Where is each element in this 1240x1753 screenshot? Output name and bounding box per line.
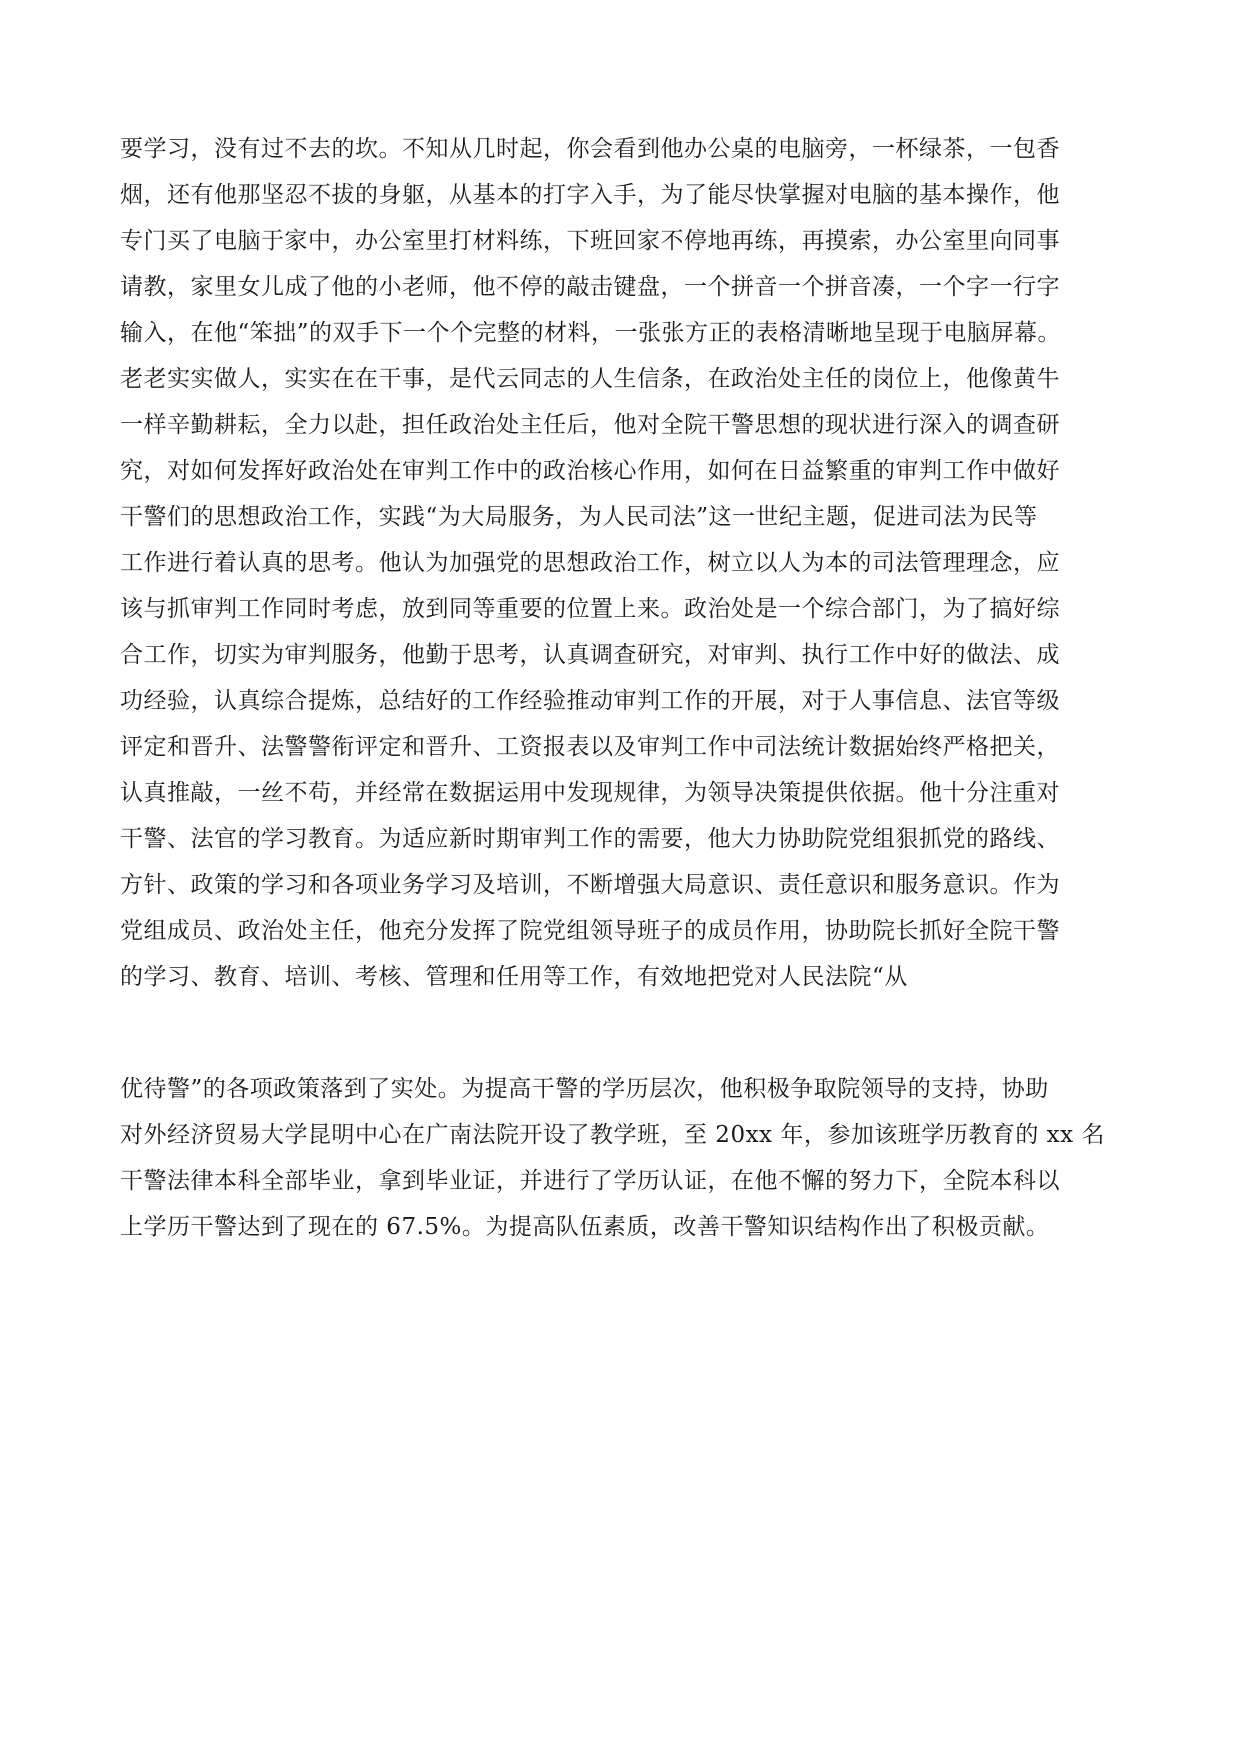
text-line: 要学习，没有过不去的坎。不知从几时起，你会看到他办公桌的电脑旁，一杯绿茶，一包香 [120,136,1060,162]
text-block-continued [120,1066,1120,1250]
text-block-main [120,126,1120,1000]
text-line: 方针、政策的学习和各项业务学习及培训，不断增强大局意识、责任意识和服务意识。作为 [120,872,1060,898]
text-line: 干警们的思想政治工作，实践“为大局服务，为人民司法”这一世纪主题，促进司法为民等 [120,504,1038,530]
text-line: 干警法律本科全部毕业，拿到毕业证，并进行了学历认证，在他不懈的努力下，全院本科以 [120,1168,1060,1194]
text-line: 上学历干警达到了现在的 67.5%。为提高队伍素质，改善干警知识结构作出了积极贡献。 [120,1214,1050,1240]
text-line: 的学习、教育、培训、考核、管理和任用等工作，有效地把党对人民法院“从 [120,964,908,990]
text-line: 优待警”的各项政策落到了实处。为提高干警的学历层次，他积极争取院领导的支持，协助 [120,1076,1049,1102]
text-line: 干警、法官的学习教育。为适应新时期审判工作的需要，他大力协助院党组狠抓党的路线、 [120,826,1060,852]
text-line: 党组成员、政治处主任，他充分发挥了院党组领导班子的成员作用，协助院长抓好全院干警 [120,918,1060,944]
text-line: 一样辛勤耕耘，全力以赴，担任政治处主任后，他对全院干警思想的现状进行深入的调查研 [120,412,1060,438]
text-line: 老老实实做人，实实在在干事，是代云同志的人生信条，在政治处主任的岗位上，他像黄牛 [120,366,1060,392]
text-line: 评定和晋升、法警警衔评定和晋升、工资报表以及审判工作中司法统计数据始终严格把关， [120,734,1060,760]
text-line: 该与抓审判工作同时考虑，放到同等重要的位置上来。政治处是一个综合部门，为了搞好综 [120,596,1060,622]
text-line: 专门买了电脑于家中，办公室里打材料练，下班回家不停地再练，再摸索，办公室里向同事 [120,228,1060,254]
text-line: 输入，在他“笨拙”的双手下一个个完整的材料，一张张方正的表格清晰地呈现于电脑屏幕。 [120,320,1062,346]
text-line: 对外经济贸易大学昆明中心在广南法院开设了教学班，至 20xx 年，参加该班学历教育的 xx 名 [120,1122,1105,1148]
text-line: 究，对如何发挥好政治处在审判工作中的政治核心作用，如何在日益繁重的审判工作中做好 [120,458,1060,484]
text-line: 认真推敲，一丝不苟，并经常在数据运用中发现规律，为领导决策提供依据。他十分注重对 [120,780,1060,806]
text-line: 合工作，切实为审判服务，他勤于思考，认真调查研究，对审判、执行工作中好的做法、成 [120,642,1060,668]
text-line: 烟，还有他那坚忍不拔的身躯，从基本的打字入手，为了能尽快掌握对电脑的基本操作，他 [120,182,1060,208]
text-line: 功经验，认真综合提炼，总结好的工作经验推动审判工作的开展，对于人事信息、法官等级 [120,688,1060,714]
text-line: 请教，家里女儿成了他的小老师，他不停的敲击键盘，一个拼音一个拼音凑，一个字一行字 [120,274,1060,300]
text-line: 工作进行着认真的思考。他认为加强党的思想政治工作，树立以人为本的司法管理理念，应 [120,550,1060,576]
